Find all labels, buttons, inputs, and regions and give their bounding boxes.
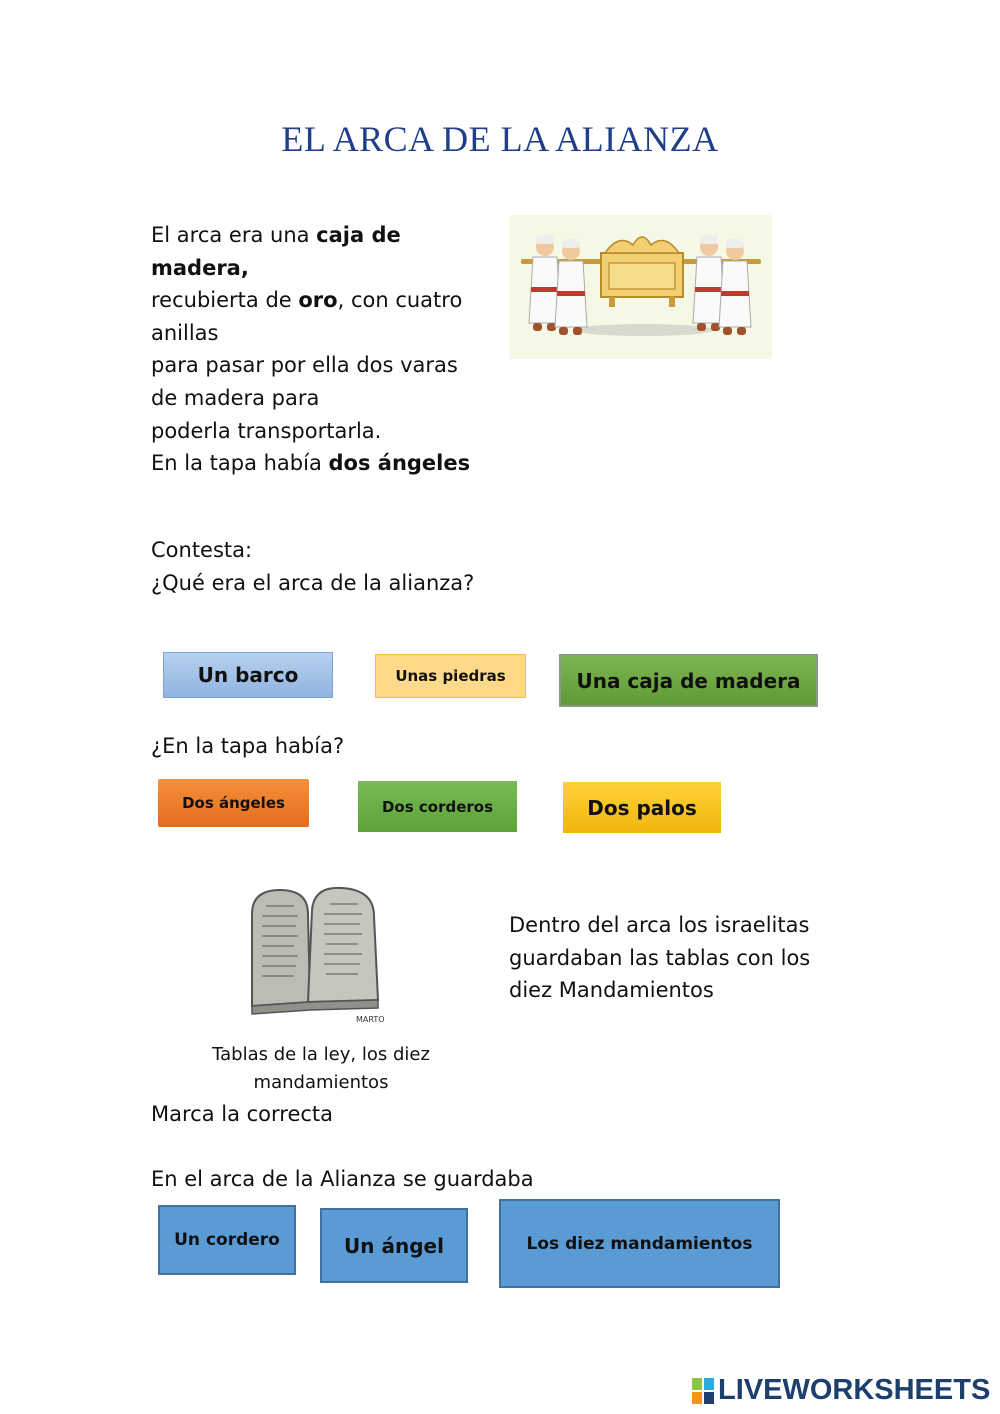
answer-option-un-angel[interactable]	[320, 1208, 468, 1283]
description-line: diez Mandamientos	[509, 978, 714, 1003]
option-label: Un ángel	[344, 1233, 444, 1258]
tablets-description	[509, 909, 849, 1007]
tablets-caption	[196, 1041, 446, 1097]
intro-line: recubierta de oro, con cuatro	[151, 288, 463, 313]
option-label: Unas piedras	[395, 667, 506, 685]
liveworksheets-logo	[692, 1374, 990, 1407]
answer-option-dos-palos[interactable]	[563, 782, 721, 833]
caption-line: mandamientos	[253, 1072, 389, 1093]
intro-line: madera,	[151, 255, 249, 280]
option-label: Dos ángeles	[182, 794, 285, 812]
q1-prompt: Contesta:	[151, 538, 253, 562]
intro-paragraph	[151, 219, 486, 480]
answer-option-dos-angeles[interactable]	[158, 779, 309, 827]
answer-option-un-cordero[interactable]	[158, 1205, 296, 1275]
q3-instruction: Marca la correcta	[151, 1102, 334, 1126]
ark-carriers-illustration	[509, 215, 772, 359]
q1-question: ¿Qué era el arca de la alianza?	[151, 571, 475, 595]
option-label: Una caja de madera	[576, 668, 801, 693]
option-label: Un barco	[197, 663, 299, 687]
intro-line: El arca era una caja de	[151, 223, 401, 247]
description-line: Dentro del arca los israelitas	[509, 913, 810, 937]
q3-question: En el arca de la Alianza se guardaba	[151, 1167, 534, 1191]
answer-option-dos-corderos[interactable]	[358, 781, 517, 832]
description-line: guardaban las tablas con los	[509, 945, 811, 970]
commandment-tablets-illustration	[244, 884, 392, 1028]
page-title: EL ARCA DE LA ALIANZA	[281, 119, 719, 159]
tablets-signature: MARTO	[356, 1015, 385, 1024]
answer-option-una-caja-de-madera[interactable]	[559, 654, 818, 707]
option-label: Dos palos	[587, 795, 697, 820]
option-label: Dos corderos	[381, 797, 494, 816]
liveworksheets-logo-icon	[692, 1378, 714, 1404]
answer-option-un-barco[interactable]	[163, 652, 333, 698]
caption-line: Tablas de la ley, los diez	[212, 1044, 430, 1065]
answer-option-unas-piedras[interactable]	[375, 654, 526, 698]
brand-name: LIVEWORKSHEETS	[718, 1374, 991, 1406]
option-label: Los diez mandamientos	[526, 1233, 753, 1254]
intro-line: anillas	[151, 320, 219, 345]
intro-line: de madera para	[151, 385, 320, 410]
q2-question: ¿En la tapa había?	[151, 734, 345, 758]
intro-line: En la tapa había dos ángeles	[151, 451, 471, 476]
intro-line: para pasar por ella dos varas	[151, 353, 458, 378]
intro-line: poderla transportarla.	[151, 418, 382, 443]
answer-option-los-diez-mandamientos[interactable]	[499, 1199, 780, 1288]
option-label: Un cordero	[174, 1230, 280, 1250]
